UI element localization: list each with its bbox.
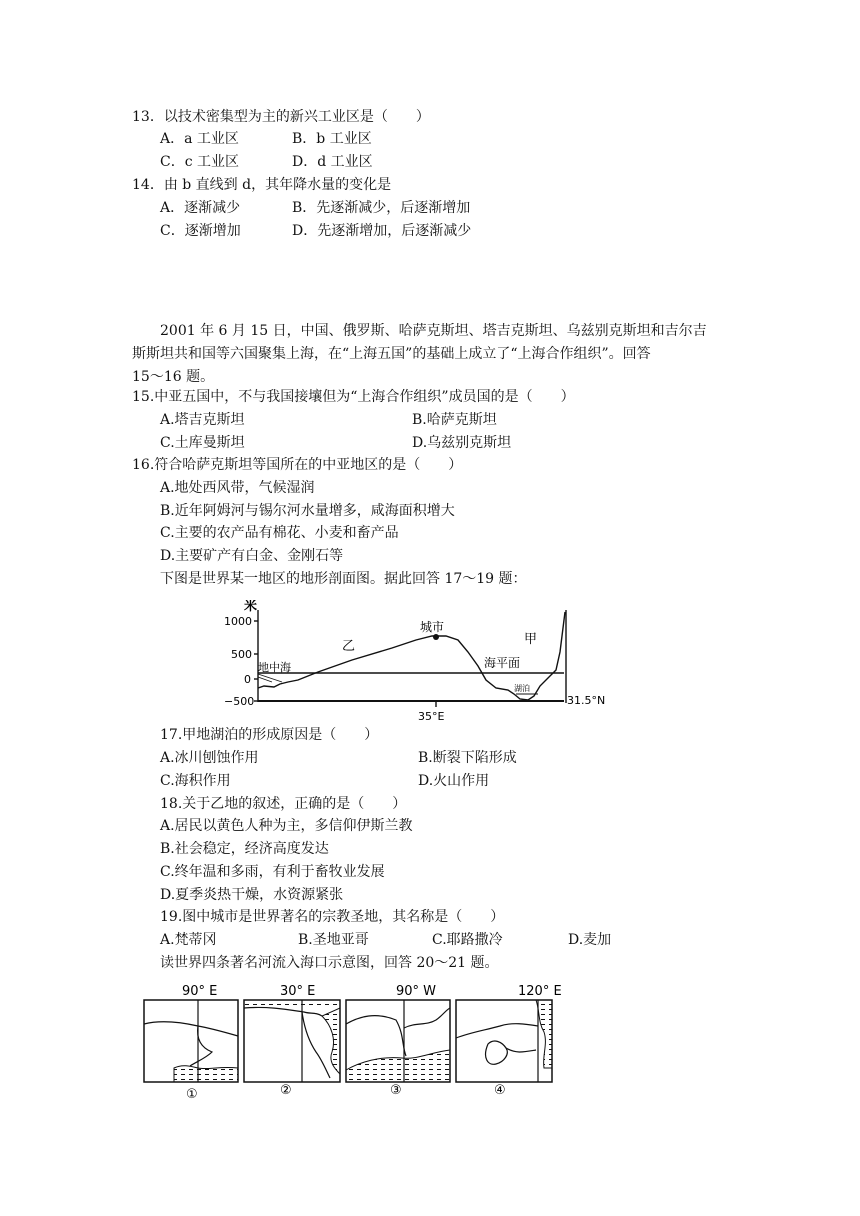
q15-option-c: C.土库曼斯坦 — [160, 435, 245, 451]
map-4-number: ④ — [494, 1083, 506, 1098]
q18-stem: 18.关于乙地的叙述，正确的是（ ） — [160, 796, 407, 812]
q19-option-b: B.圣地亚哥 — [298, 932, 369, 948]
q13-option-d: D．d 工业区 — [292, 154, 373, 170]
tick-0: 0 — [244, 673, 251, 686]
q16-option-a: A.地处西风带，气候湿润 — [160, 480, 315, 496]
q14-option-d: D．先逐渐增加，后逐渐减少 — [292, 223, 472, 239]
river-map-4 — [456, 984, 562, 1098]
passage-line-1: 2001 年 6 月 15 日，中国、俄罗斯、哈萨克斯坦、塔吉克斯坦、乌兹别克斯坦和吉尔吉 — [160, 323, 707, 339]
q17-option-c: C.海积作用 — [160, 773, 231, 789]
q16-option-d: D.主要矿产有白金、金刚石等 — [160, 548, 344, 564]
tick-1000: 1000 — [224, 615, 252, 628]
q18-option-b: B.社会稳定，经济高度发达 — [160, 841, 329, 857]
q17-stem: 17.甲地湖泊的形成原因是（ ） — [160, 727, 379, 743]
yi-label: 乙 — [342, 639, 356, 654]
q19-option-d: D.麦加 — [568, 932, 612, 948]
map-3-number: ③ — [390, 1083, 402, 1098]
map-4-longitude: 120° E — [518, 984, 562, 999]
map-2-number: ② — [280, 1083, 292, 1098]
q14-option-c: C．逐渐增加 — [160, 223, 241, 239]
longitude-label: 35°E — [418, 710, 445, 722]
q13-stem: 13．以技术密集型为主的新兴工业区是（ ） — [132, 109, 430, 125]
q14-option-b: B．先逐渐减少，后逐渐增加 — [292, 200, 471, 216]
map-1-number: ① — [186, 1087, 198, 1102]
q13-option-b: B．b 工业区 — [292, 131, 372, 147]
passage-line-3: 15～16 题。 — [132, 369, 215, 385]
jia-label: 甲 — [524, 632, 538, 647]
city-marker — [433, 634, 439, 640]
intro-20-21: 读世界四条著名河流入海口示意图，回答 20～21 题。 — [160, 955, 499, 971]
river-mouths-figure — [140, 982, 570, 1102]
river-map-1 — [144, 984, 238, 1102]
q19-option-a: A.梵蒂冈 — [160, 932, 217, 948]
q19-option-c: C.耶路撒冷 — [432, 932, 503, 948]
q15-stem: 15.中亚五国中，不与我国接壤但为“上海合作组织”成员国的是（ ） — [132, 389, 575, 405]
river-map-2 — [244, 984, 340, 1098]
q19-stem: 19.图中城市是世界著名的宗教圣地，其名称是（ ） — [160, 909, 505, 925]
q13-option-c: C．c 工业区 — [160, 154, 240, 170]
q14-stem: 14．由 b 直线到 d，其年降水量的变化是 — [132, 177, 392, 193]
q15-option-d: D.乌兹别克斯坦 — [412, 435, 512, 451]
terrain-profile-figure — [222, 600, 612, 722]
tick-minus-500: −500 — [224, 695, 255, 708]
q18-option-c: C.终年温和多雨，有利于畜牧业发展 — [160, 864, 385, 880]
map-1-longitude: 90° E — [182, 984, 218, 999]
q13-option-a: A．a 工业区 — [160, 131, 239, 147]
passage-line-2: 斯斯坦共和国等六国聚集上海，在“上海五国”的基础上成立了“上海合作组织”。回答 — [132, 346, 651, 362]
intro-17-19: 下图是世界某一地区的地形剖面图。据此回答 17～19 题： — [160, 571, 527, 587]
q17-option-a: A.冰川刨蚀作用 — [160, 750, 259, 766]
q17-option-b: B.断裂下陷形成 — [418, 750, 517, 766]
q18-option-a: A.居民以黄色人种为主，多信仰伊斯兰教 — [160, 818, 413, 834]
q14-option-a: A．逐渐减少 — [160, 200, 241, 216]
mediterranean-label: 地中海 — [258, 661, 291, 674]
q16-option-b: B.近年阿姆河与锡尔河水量增多，咸海面积增大 — [160, 503, 455, 519]
lake-label: 湖泊 — [514, 684, 530, 693]
sea-level-label: 海平面 — [484, 656, 521, 670]
tick-500: 500 — [231, 648, 252, 661]
q15-option-b: B.哈萨克斯坦 — [412, 412, 497, 428]
q17-option-d: D.火山作用 — [418, 773, 490, 789]
city-label: 城市 — [420, 620, 445, 634]
q15-option-a: A.塔吉克斯坦 — [160, 412, 245, 428]
q16-option-c: C.主要的农产品有棉花、小麦和畜产品 — [160, 525, 399, 541]
map-2-longitude: 30° E — [280, 984, 316, 999]
river-map-3 — [346, 984, 450, 1098]
q18-option-d: D.夏季炎热干燥，水资源紧张 — [160, 887, 344, 903]
map-3-longitude: 90° W — [396, 984, 437, 999]
profile-unit-label: 米 — [244, 600, 258, 614]
latitude-label: 31.5°N — [567, 694, 606, 707]
q16-stem: 16.符合哈萨克斯坦等国所在的中亚地区的是（ ） — [132, 457, 463, 473]
